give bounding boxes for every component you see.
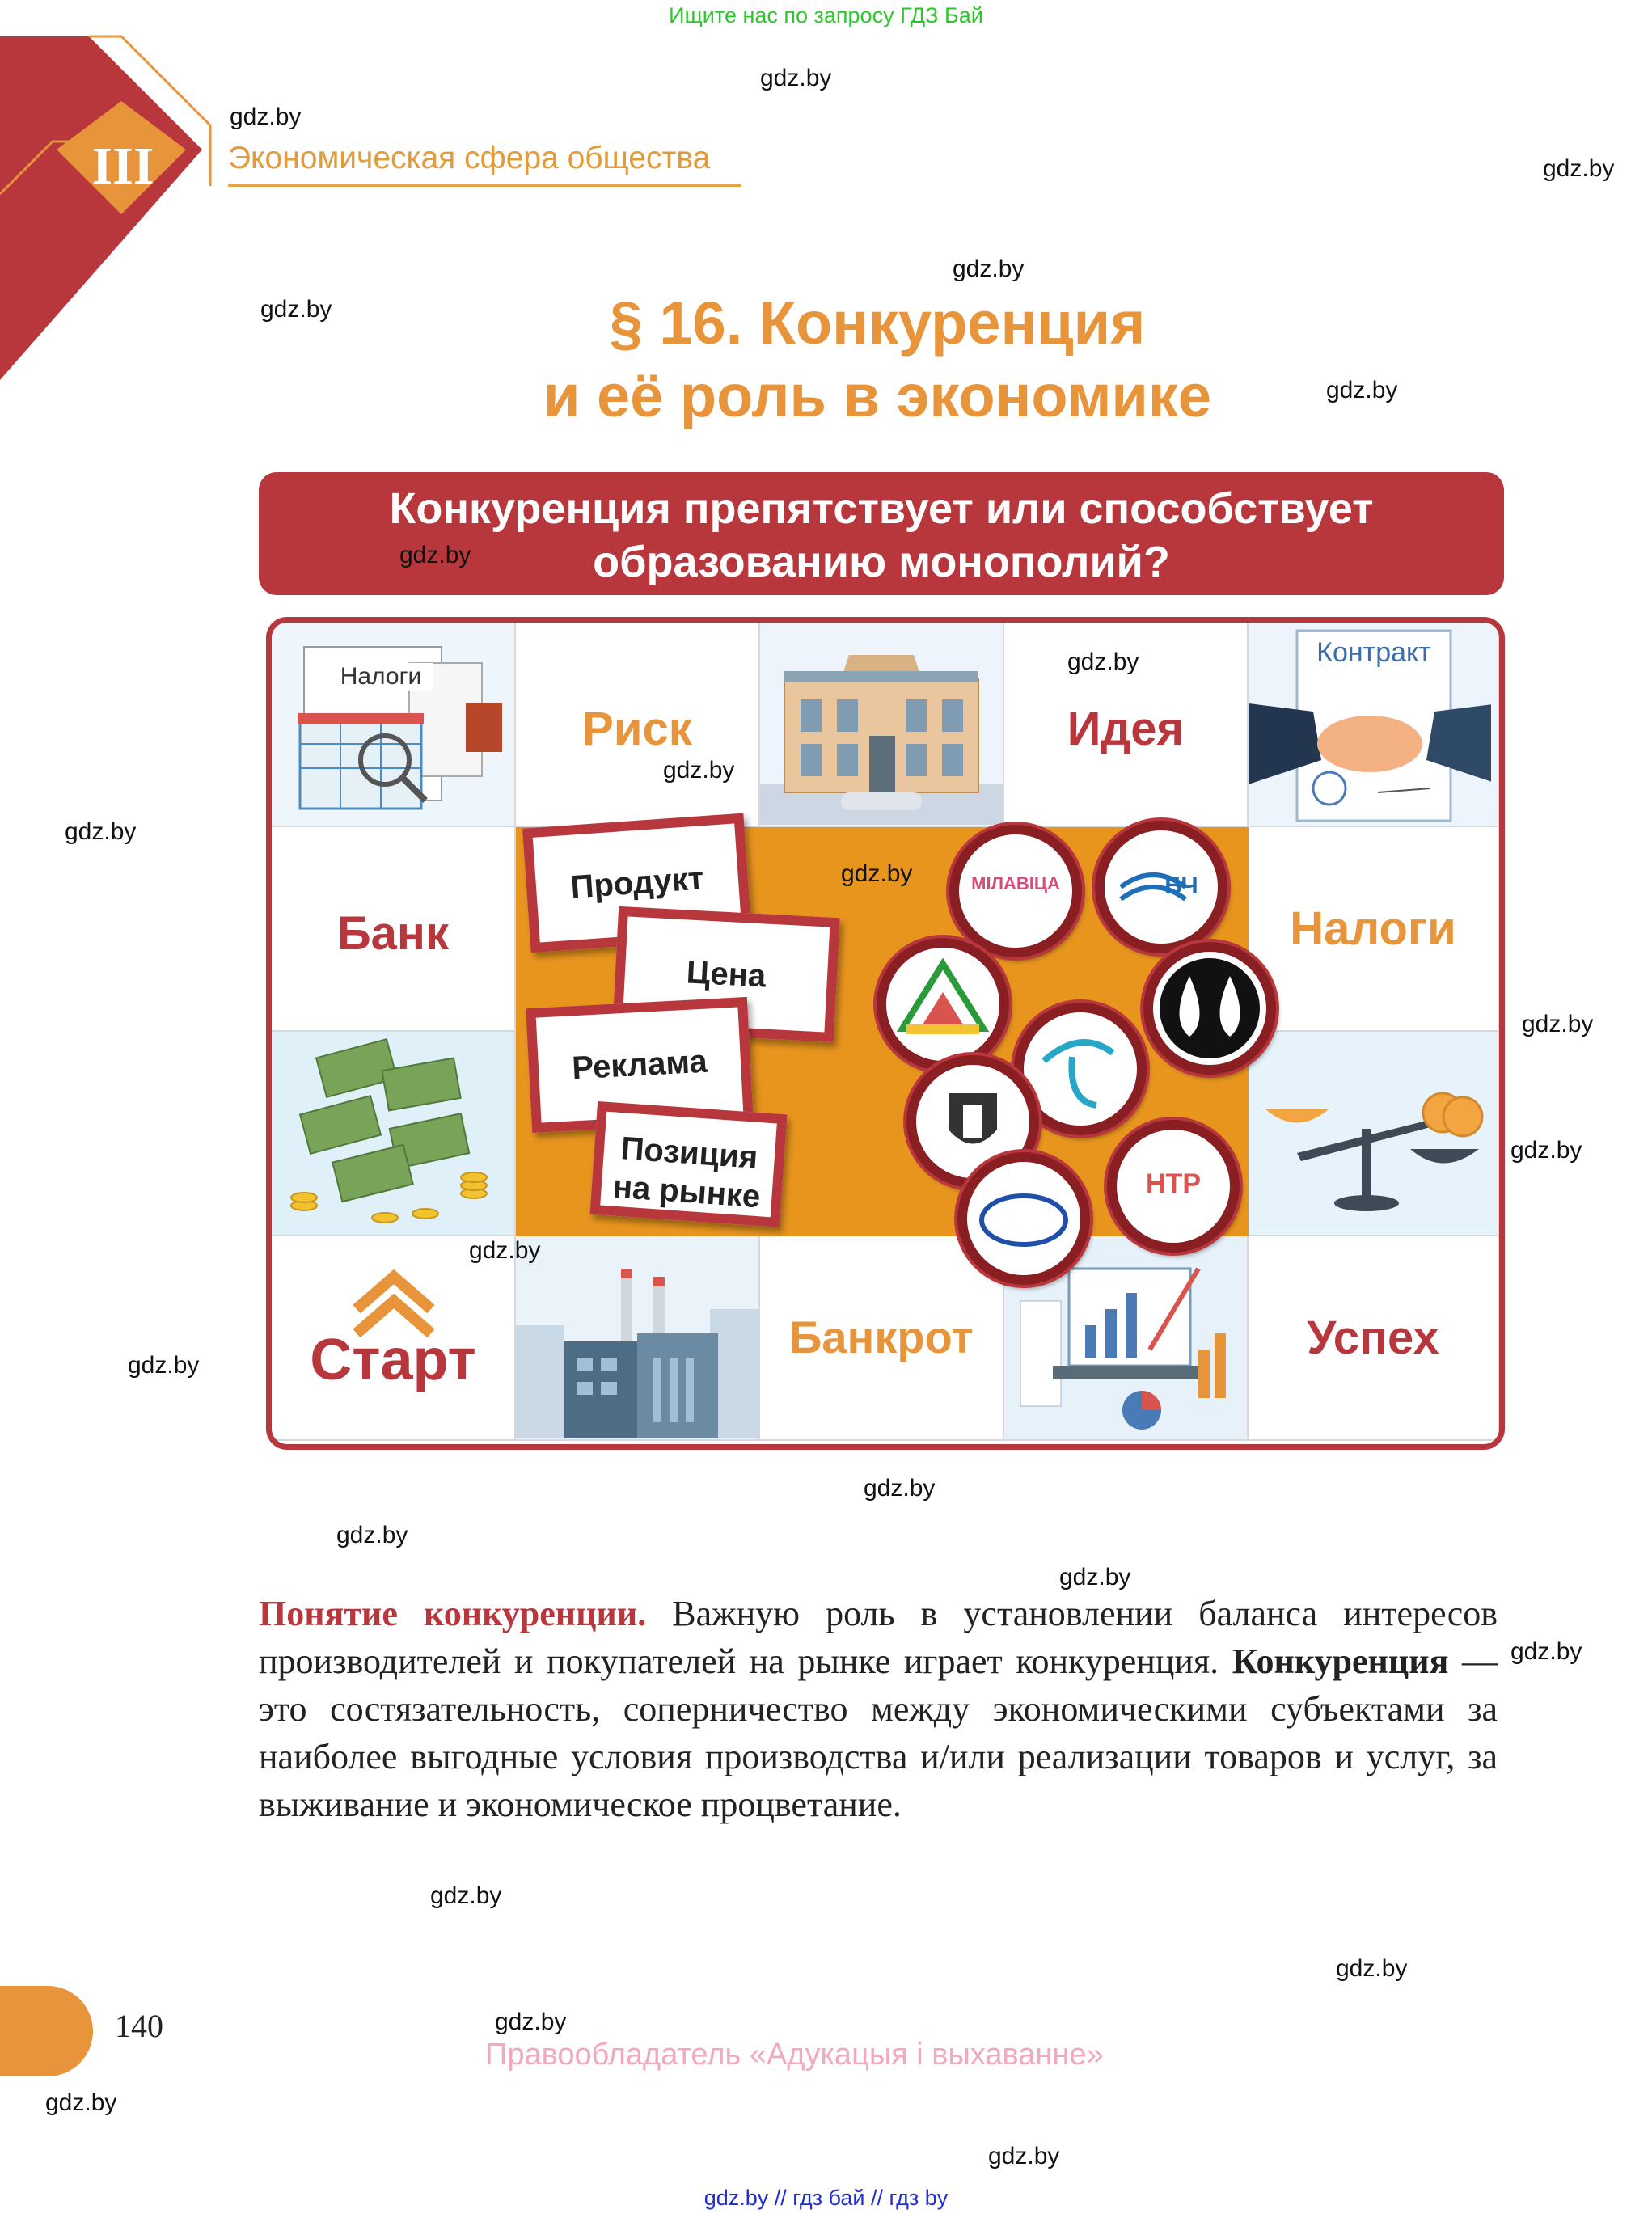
watermark: gdz.by [495, 2009, 567, 2035]
question-banner [259, 472, 1504, 595]
bank-building-icon [760, 623, 1003, 825]
card-market-position [589, 1101, 787, 1227]
bottom-links[interactable]: gdz.by // гдз бай // гдз by [703, 2186, 949, 2210]
watermark: gdz.by [663, 757, 735, 784]
taxes-document-label: Налоги [328, 663, 433, 691]
watermark: gdz.by [841, 860, 913, 887]
watermark: gdz.by [469, 1237, 541, 1264]
cell-scales [1249, 1032, 1499, 1236]
coin-milavitsa [949, 825, 1082, 957]
body-text-part1: Важную роль в установлении баланса интересов производителей и покупателей на рынке играет конкуренция. [259, 1594, 1498, 1681]
copyright-notice: Правообладатель «Адукацыя і выхаванне» [485, 2038, 1104, 2072]
milavitsa-logo-text: МІЛАВІЦА [971, 873, 1060, 893]
black-drops-logo-icon [1153, 952, 1266, 1065]
blue-oval-logo-icon [967, 1162, 1080, 1275]
cell-taxes-documents [272, 623, 516, 827]
coin-blue-oval-logo [957, 1152, 1090, 1285]
blue-swoosh-logo-icon [1024, 1012, 1137, 1126]
money-stacks-icon [272, 1032, 514, 1234]
cell-success [1249, 1236, 1499, 1441]
coin-ntr [1107, 1120, 1240, 1253]
card-advertising-label: Реклама [571, 1043, 708, 1087]
chapter-underline [228, 184, 741, 187]
watermark: gdz.by [430, 1882, 502, 1909]
cell-risk [516, 623, 760, 827]
bch-logo-text: БЧ [1164, 872, 1198, 899]
board-game-illustration [266, 617, 1505, 1450]
watermark: gdz.by [399, 542, 471, 568]
risk-label: Риск [582, 703, 692, 755]
watermark: gdz.by [1336, 1955, 1408, 1982]
watermark: gdz.by [988, 2143, 1060, 2169]
watermark: gdz.by [864, 1475, 936, 1502]
success-label: Успех [1307, 1312, 1439, 1364]
watermark: gdz.by [1543, 155, 1615, 182]
card-market-position-label: Позиция на рынке [611, 1130, 762, 1215]
watermark: gdz.by [1067, 648, 1139, 675]
coin-green-logo [877, 938, 1009, 1071]
ntr-logo-text: НТР [1146, 1168, 1201, 1199]
bankrupt-label: Банкрот [789, 1312, 974, 1362]
paragraph-title-line1: § 16. Конкуренция [609, 289, 1146, 357]
watermark: gdz.by [1326, 377, 1398, 403]
page-number-tab [0, 1986, 93, 2076]
watermark: gdz.by [1522, 1011, 1594, 1037]
green-triangle-logo-icon [886, 948, 999, 1061]
taxes-label: Налоги [1290, 902, 1456, 955]
idea-label: Идея [1067, 703, 1185, 755]
chapter-title: Экономическая сфера общества [228, 141, 711, 175]
body-paragraph [259, 1590, 1498, 1828]
watermark: gdz.by [953, 256, 1025, 282]
card-price-label: Цена [685, 954, 767, 995]
page-number: 140 [115, 2008, 163, 2044]
card-product-label: Продукт [569, 860, 705, 906]
term-competition: Конкуренция [1232, 1641, 1449, 1681]
coin-bch [1095, 821, 1227, 953]
watermark: gdz.by [336, 1522, 408, 1548]
chapter-number: III [91, 137, 154, 196]
watermark: gdz.by [1059, 1564, 1131, 1590]
watermark: gdz.by [760, 65, 832, 91]
body-text-part2: — это состязательность, соперничество между экономическими субъектами за наиболее выгодные условия производства и/или реализации товаров и услуг, за выживание и экономическое процветание. [259, 1641, 1498, 1824]
watermark: gdz.by [128, 1352, 200, 1379]
cell-factory [516, 1236, 760, 1441]
factory-icon [516, 1236, 758, 1438]
section-heading: Понятие конкуренции. [259, 1594, 647, 1633]
coin-black-drops [1143, 942, 1276, 1075]
top-search-note[interactable]: Ищите нас по запросу ГДЗ Бай [669, 3, 983, 27]
start-label: Старт [310, 1328, 476, 1392]
cell-bank [272, 827, 516, 1032]
cell-taxes [1249, 827, 1499, 1032]
scales-coins-icon [1249, 1032, 1499, 1234]
watermark: gdz.by [230, 103, 302, 130]
watermark: gdz.by [45, 2089, 117, 2116]
bank-label: Банк [336, 907, 449, 960]
question-line1: Конкуренция препятствует или способствует [389, 484, 1374, 533]
cell-contract [1249, 623, 1499, 827]
watermark: gdz.by [65, 818, 137, 845]
contract-label: Контракт [1316, 637, 1431, 668]
cell-bank-building [760, 623, 1004, 827]
cell-start [272, 1236, 516, 1441]
question-line2: образованию монополий? [593, 538, 1170, 586]
watermark: gdz.by [1510, 1638, 1582, 1665]
cell-money [272, 1032, 516, 1236]
tax-documents-icon [272, 623, 514, 825]
watermark: gdz.by [260, 296, 332, 323]
watermark: gdz.by [1510, 1137, 1582, 1164]
paragraph-title-line2: и её роль в экономике [543, 362, 1212, 429]
